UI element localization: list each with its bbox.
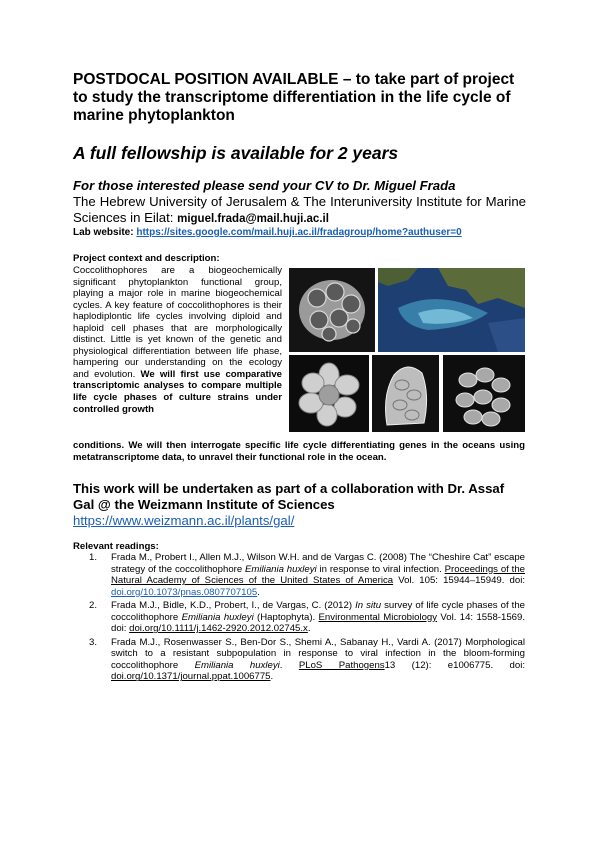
scaled-cell-image (372, 355, 439, 432)
institution-line (73, 194, 526, 227)
email-address[interactable]: miguel.frada@mail.huji.ac.il (177, 213, 329, 225)
collaborator-website-link[interactable]: https://www.weizmann.ac.il/plants/gal/ (73, 513, 295, 528)
journal-link[interactable]: Environmental Microbiology (318, 611, 438, 623)
reference-text: in response to viral infection. (316, 563, 445, 575)
doi-link[interactable]: doi.org/10.1073/pnas.0807707105 (111, 586, 258, 598)
reference-text: . (257, 586, 260, 598)
reference-item (73, 637, 525, 683)
flower-coccosphere-image (289, 355, 369, 432)
journal-link[interactable]: PLoS Pathogens (298, 659, 385, 671)
doi-link[interactable]: doi.org/10.1371/journal.ppat.1006775 (111, 671, 271, 683)
reference-text: 13 (12): e1006775. doi: (384, 659, 525, 671)
reference-text: survey of life cycle phases of the coccolithophore (111, 600, 525, 623)
reference-text: Frada M., Probert I., Allen M.J., Wilson W.H. and de Vargas C. (2008) The “Cheshire Cat” escape strategy of the coccolithophore (111, 552, 525, 575)
project-description-continued: conditions. We will then interrogate specific life cycle differentiating genes in the oceans using metatranscriptome data, to unravel their functional role in the ocean. (73, 440, 525, 463)
reference-text: Frada M.J., Rosenwasser S., Ben-Dor S., Shemi A., Sabanay H., Vardi A. (2017) Morphological switch to a resistant subpopulation in response to viral infection in the bloom-forming coccolithophore (111, 636, 525, 671)
doi-link[interactable]: doi.org/10.1111/j.1462-2920.2012.02745.x (129, 623, 308, 635)
reference-text: . (270, 671, 274, 683)
reference-number: 2. (89, 600, 98, 612)
reference-text: (Haptophyta). (253, 611, 319, 623)
reference-number: 1. (89, 552, 98, 563)
species-name: Emiliania huxleyi (245, 563, 317, 575)
reference-text: . (307, 623, 311, 635)
coccolithophore-sem-image (289, 268, 375, 352)
reference-text: Vol. 105: 15944–15949. doi: (393, 575, 525, 587)
species-name: Emiliania huxleyi (194, 659, 280, 671)
reference-item (73, 552, 525, 598)
collaboration-statement: This work will be undertaken as part of a collaboration with Dr. Assaf Gal @ the Weizmann Institute of Sciences (73, 481, 505, 512)
reference-item (73, 600, 525, 635)
project-section-title: Project context and description: (73, 253, 220, 264)
page-heading: POSTDOCAL POSITION AVAILABLE – to take part of project to study the transcriptome differentiation in the life cycle of marine phytoplankton (73, 71, 515, 124)
lab-website-label: Lab website: (73, 227, 134, 238)
reference-text: . (279, 659, 299, 671)
institution-text: The Hebrew University of Jerusalem & The Interuniversity Institute for Marine Sciences in Eilat: (73, 194, 526, 225)
relevant-readings-title: Relevant readings: (73, 541, 159, 552)
project-text: Coccolithophores are a biogeochemically significant phytoplankton functional group, playing a major role in marine biogeochemical cycles. A key feature of coccolithophores is their haplodiplontic life cycles involving diploid and haploid cell phases that are morphologically distinct. Little is yet known of the genetic and physiological differentiation between life phase, hampering our understanding on the ecology and evolution. (73, 265, 282, 380)
satellite-bloom-image (378, 268, 525, 352)
reference-text: Frada M.J., Bidle, K.D., Probert, I., de Vargas, C. (2012) (111, 600, 356, 612)
project-bold-text: We will first use comparative transcriptomic analyses to compare multiple life cycle phases of culture strains under controlled growth (73, 368, 282, 415)
project-description (73, 265, 282, 415)
lab-website-line (73, 227, 462, 238)
lab-website-link[interactable]: https://sites.google.com/mail.huji.ac.il/fradagroup/home?authuser=0 (136, 227, 462, 238)
reference-text: Vol. 14: 1558-1569. doi: (111, 611, 525, 635)
coccolith-cluster-image (443, 355, 525, 432)
references-list (73, 552, 525, 685)
send-cv-line: For those interested please send your CV to Dr. Miguel Frada (73, 178, 456, 193)
fellowship-subheading: A full fellowship is available for 2 years (73, 143, 399, 163)
journal-link[interactable]: Proceedings of the Natural Academy of Sciences of the United States of America (111, 563, 525, 587)
in-situ-term: In situ (355, 600, 382, 612)
species-name: Emiliania huxleyi (181, 611, 254, 623)
reference-number: 3. (89, 636, 98, 648)
